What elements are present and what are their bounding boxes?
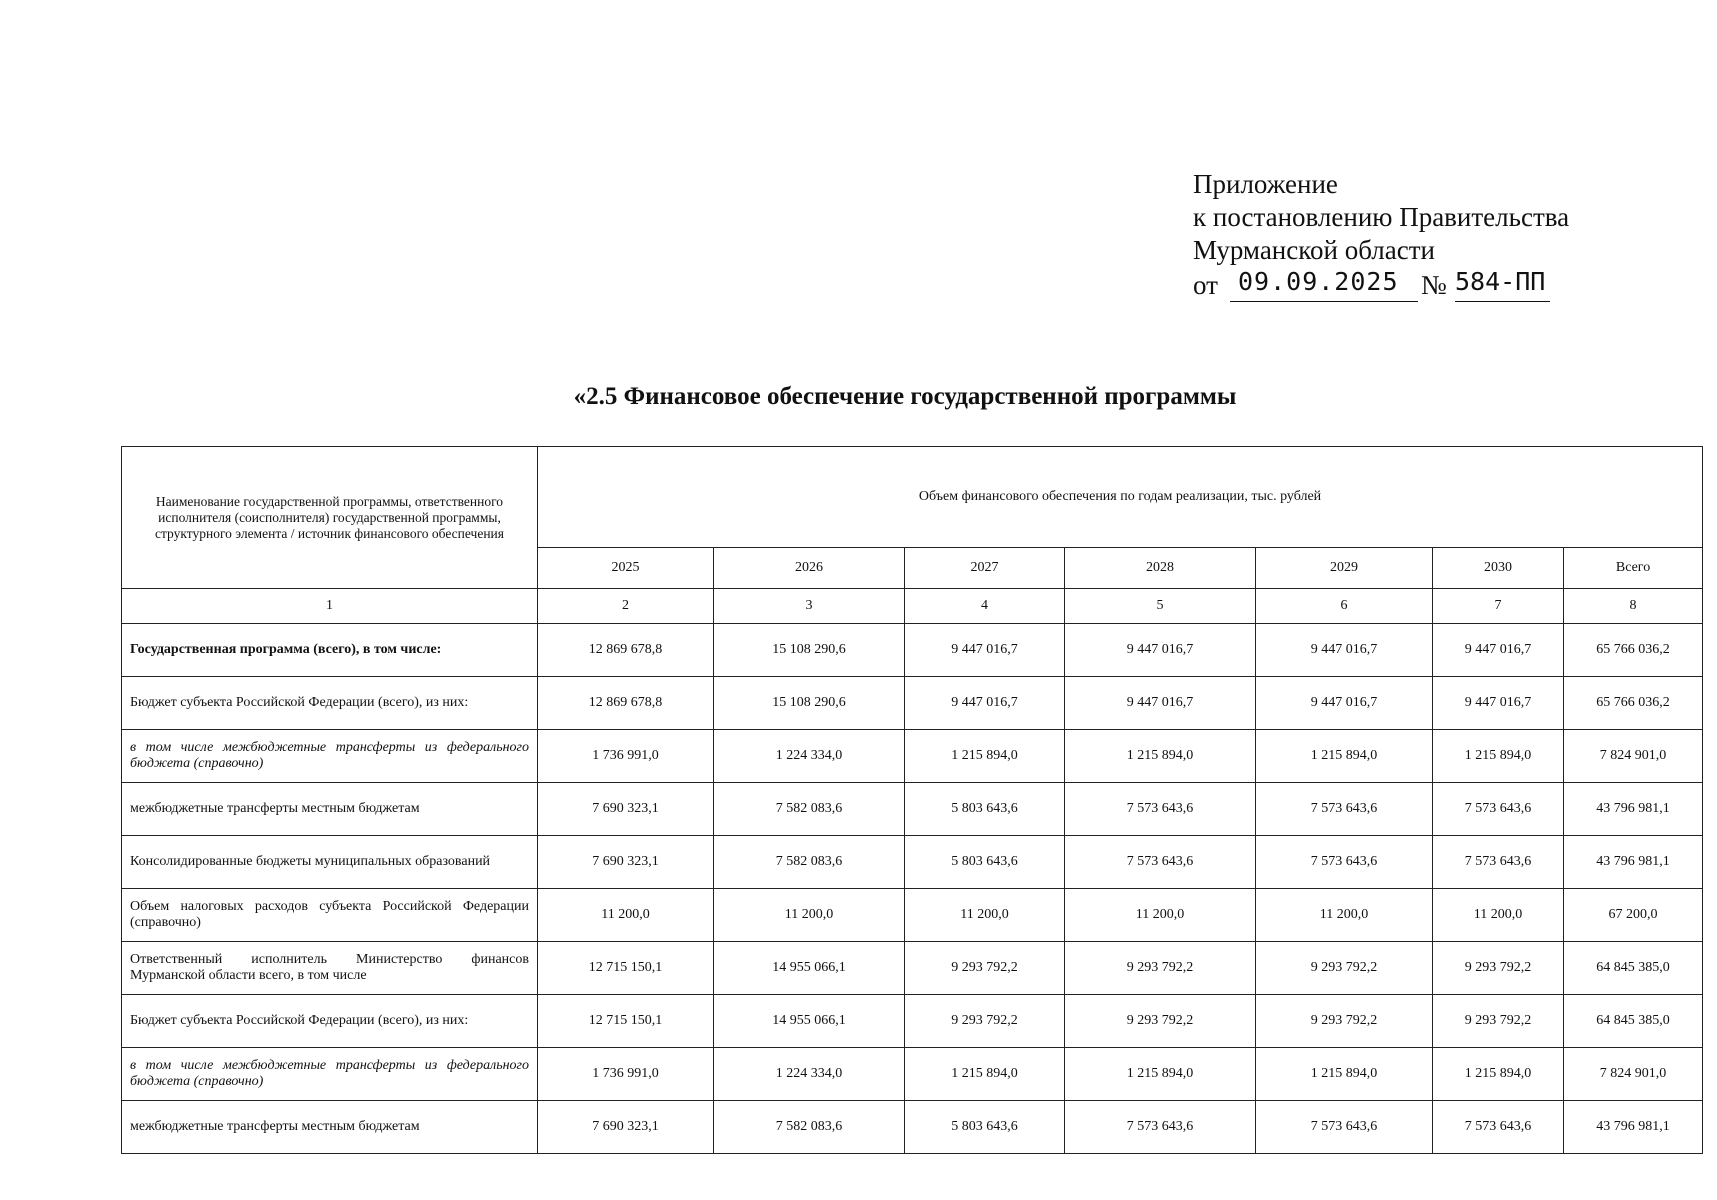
row-value-cell: 12 715 150,1 xyxy=(538,995,714,1048)
row-name: Консолидированные бюджеты муниципальных образований xyxy=(122,836,538,889)
row-value-cell: 9 293 792,2 xyxy=(1065,942,1256,995)
table-row xyxy=(122,942,1703,995)
row-value-cell: 7 573 643,6 xyxy=(1065,1101,1256,1154)
year-header-5: 2030 xyxy=(1433,548,1564,589)
row-value-cell: 11 200,0 xyxy=(905,889,1065,942)
row-value-cell: 7 573 643,6 xyxy=(1065,783,1256,836)
row-total-cell: 43 796 981,1 xyxy=(1564,1101,1703,1154)
column-number-2: 3 xyxy=(714,589,905,624)
row-value-cell: 12 869 678,8 xyxy=(538,677,714,730)
row-value-cell: 11 200,0 xyxy=(538,889,714,942)
table-row xyxy=(122,1048,1703,1101)
row-value-cell: 1 736 991,0 xyxy=(538,1048,714,1101)
row-value-cell: 15 108 290,6 xyxy=(714,677,905,730)
row-value-cell: 1 215 894,0 xyxy=(1256,730,1433,783)
section-heading: «2.5 Финансовое обеспечение государственной программы xyxy=(573,383,1237,410)
volume-header: Объем финансового обеспечения по годам реализации, тыс. рублей xyxy=(538,447,1703,548)
row-value-cell: 1 215 894,0 xyxy=(905,730,1065,783)
row-value-cell: 1 215 894,0 xyxy=(1256,1048,1433,1101)
row-value-cell: 7 573 643,6 xyxy=(1433,836,1564,889)
row-value-cell: 14 955 066,1 xyxy=(714,942,905,995)
row-value-cell: 7 690 323,1 xyxy=(538,1101,714,1154)
table-row xyxy=(122,677,1703,730)
row-value-cell: 7 573 643,6 xyxy=(1256,1101,1433,1154)
row-value-cell: 7 582 083,6 xyxy=(714,836,905,889)
row-value-cell: 9 447 016,7 xyxy=(1433,677,1564,730)
year-header-6: Всего xyxy=(1564,548,1703,589)
row-name: межбюджетные трансферты местным бюджетам xyxy=(122,1101,538,1154)
row-value-cell: 1 215 894,0 xyxy=(1433,730,1564,783)
row-name: Объем налоговых расходов субъекта Российской Федерации (справочно) xyxy=(122,889,538,942)
row-value-cell: 9 293 792,2 xyxy=(905,995,1065,1048)
column-number-5: 6 xyxy=(1256,589,1433,624)
row-value-cell: 9 447 016,7 xyxy=(1433,624,1564,677)
column-number-3: 4 xyxy=(905,589,1065,624)
row-name: межбюджетные трансферты местным бюджетам xyxy=(122,783,538,836)
row-value-cell: 9 293 792,2 xyxy=(1256,942,1433,995)
row-value-cell: 9 447 016,7 xyxy=(1256,624,1433,677)
row-value-cell: 15 108 290,6 xyxy=(714,624,905,677)
row-value-cell: 5 803 643,6 xyxy=(905,836,1065,889)
row-value-cell: 7 573 643,6 xyxy=(1256,783,1433,836)
row-value-cell: 5 803 643,6 xyxy=(905,783,1065,836)
row-value-cell: 9 447 016,7 xyxy=(905,677,1065,730)
row-name: Бюджет субъекта Российской Федерации (всего), из них: xyxy=(122,677,538,730)
column-number-1: 2 xyxy=(538,589,714,624)
row-total-cell: 64 845 385,0 xyxy=(1564,995,1703,1048)
table-row xyxy=(122,1101,1703,1154)
column-number-4: 5 xyxy=(1065,589,1256,624)
row-total-cell: 7 824 901,0 xyxy=(1564,730,1703,783)
row-value-cell: 1 215 894,0 xyxy=(1065,1048,1256,1101)
row-value-cell: 14 955 066,1 xyxy=(714,995,905,1048)
table-row xyxy=(122,730,1703,783)
row-value-cell: 9 293 792,2 xyxy=(1065,995,1256,1048)
appendix-region-line: Мурманской области xyxy=(1193,235,1435,265)
appendix-block xyxy=(1193,168,1569,303)
row-value-cell: 11 200,0 xyxy=(1065,889,1256,942)
row-total-cell: 43 796 981,1 xyxy=(1564,783,1703,836)
row-value-cell: 12 715 150,1 xyxy=(538,942,714,995)
row-value-cell: 9 293 792,2 xyxy=(1256,995,1433,1048)
year-header-1: 2026 xyxy=(714,548,905,589)
row-value-cell: 9 447 016,7 xyxy=(1256,677,1433,730)
row-value-cell: 9 293 792,2 xyxy=(1433,942,1564,995)
number-sign: № xyxy=(1421,270,1447,300)
column-number-0: 1 xyxy=(122,589,538,624)
row-total-cell: 65 766 036,2 xyxy=(1564,624,1703,677)
row-value-cell: 1 215 894,0 xyxy=(1433,1048,1564,1101)
row-value-cell: 9 447 016,7 xyxy=(1065,677,1256,730)
row-value-cell: 9 447 016,7 xyxy=(1065,624,1256,677)
row-value-cell: 9 293 792,2 xyxy=(1433,995,1564,1048)
row-value-cell: 1 224 334,0 xyxy=(714,730,905,783)
table-row xyxy=(122,836,1703,889)
row-value-cell: 1 736 991,0 xyxy=(538,730,714,783)
row-name: в том числе межбюджетные трансферты из федерального бюджета (справочно) xyxy=(122,1048,538,1101)
row-value-cell: 1 215 894,0 xyxy=(905,1048,1065,1101)
row-value-cell: 7 573 643,6 xyxy=(1256,836,1433,889)
row-value-cell: 11 200,0 xyxy=(714,889,905,942)
table-row xyxy=(122,995,1703,1048)
resolution-number: 584-ПП xyxy=(1455,265,1550,302)
row-total-cell: 65 766 036,2 xyxy=(1564,677,1703,730)
row-value-cell: 7 573 643,6 xyxy=(1433,1101,1564,1154)
row-total-cell: 7 824 901,0 xyxy=(1564,1048,1703,1101)
financing-table xyxy=(121,446,1703,1154)
table-row xyxy=(122,889,1703,942)
row-value-cell: 9 293 792,2 xyxy=(905,942,1065,995)
row-value-cell: 1 224 334,0 xyxy=(714,1048,905,1101)
row-value-cell: 11 200,0 xyxy=(1256,889,1433,942)
row-value-cell: 7 582 083,6 xyxy=(714,783,905,836)
table-row xyxy=(122,624,1703,677)
row-name: в том числе межбюджетные трансферты из федерального бюджета (справочно) xyxy=(122,730,538,783)
name-column-header: Наименование государственной программы, ответственного исполнителя (соисполнителя) государственной программы, структурного элемента / источник финансового обеспечения xyxy=(122,447,538,589)
row-value-cell: 12 869 678,8 xyxy=(538,624,714,677)
column-number-7: 8 xyxy=(1564,589,1703,624)
row-total-cell: 43 796 981,1 xyxy=(1564,836,1703,889)
year-header-2: 2027 xyxy=(905,548,1065,589)
resolution-date: 09.09.2025 xyxy=(1230,265,1418,302)
year-header-3: 2028 xyxy=(1065,548,1256,589)
row-value-cell: 9 447 016,7 xyxy=(905,624,1065,677)
row-value-cell: 7 690 323,1 xyxy=(538,783,714,836)
appendix-date-line xyxy=(1193,267,1569,303)
row-value-cell: 7 690 323,1 xyxy=(538,836,714,889)
appendix-title: Приложение xyxy=(1193,169,1338,199)
row-value-cell: 1 215 894,0 xyxy=(1065,730,1256,783)
table-row xyxy=(122,783,1703,836)
year-header-0: 2025 xyxy=(538,548,714,589)
year-header-4: 2029 xyxy=(1256,548,1433,589)
appendix-resolution-line: к постановлению Правительства xyxy=(1193,202,1570,232)
row-name: Ответственный исполнитель Министерство финансов Мурманской области всего, в том числе xyxy=(122,942,538,995)
row-value-cell: 5 803 643,6 xyxy=(905,1101,1065,1154)
row-value-cell: 7 573 643,6 xyxy=(1433,783,1564,836)
column-number-6: 7 xyxy=(1433,589,1564,624)
row-name: Бюджет субъекта Российской Федерации (всего), из них: xyxy=(122,995,538,1048)
row-value-cell: 11 200,0 xyxy=(1433,889,1564,942)
date-prefix: от xyxy=(1193,270,1218,300)
row-value-cell: 7 582 083,6 xyxy=(714,1101,905,1154)
row-total-cell: 64 845 385,0 xyxy=(1564,942,1703,995)
row-name: Государственная программа (всего), в том числе: xyxy=(122,624,538,677)
row-total-cell: 67 200,0 xyxy=(1564,889,1703,942)
row-value-cell: 7 573 643,6 xyxy=(1065,836,1256,889)
